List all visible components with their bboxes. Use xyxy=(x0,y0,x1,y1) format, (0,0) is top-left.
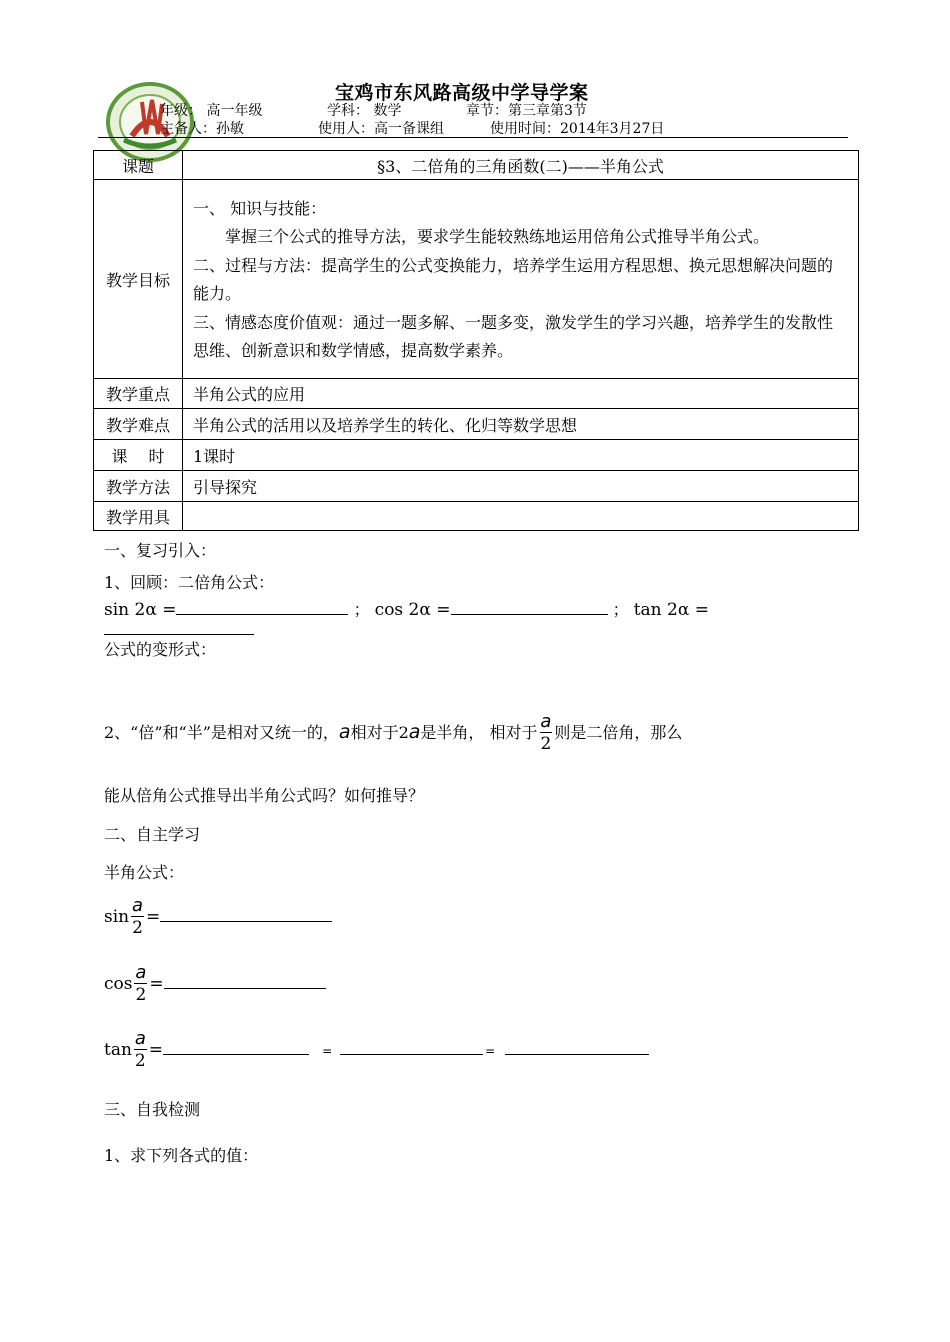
section-self-check: 三、自我检测 xyxy=(104,1100,201,1119)
equals-sign: = xyxy=(145,907,161,927)
q2-text-c: 是半角， 相对于 xyxy=(420,723,538,742)
subject-label: 学科： 数学 xyxy=(327,103,402,119)
half-sin-row xyxy=(104,896,332,939)
tan2a-label: tan 2α = xyxy=(633,600,709,620)
method-value: 引导探究 xyxy=(183,471,859,502)
header-rule xyxy=(98,137,848,138)
cos2a-label: cos 2α = xyxy=(374,600,451,620)
equals-sign: = xyxy=(322,1044,333,1058)
author-label: 主备人：孙敏 xyxy=(160,121,244,137)
half-alpha-fraction xyxy=(131,896,144,939)
question-2-line-2: 能从倍角公式推导出半角公式吗？如何推导？ xyxy=(104,786,425,805)
review-question-1: 1、回顾：二倍角公式： xyxy=(104,573,275,592)
fraction-numerator: a xyxy=(132,895,144,916)
method-label: 教学方法 xyxy=(94,471,183,502)
q2-text-b: 相对于2 xyxy=(350,723,409,742)
date-label: 使用时间：2014年3月27日 xyxy=(490,121,665,137)
difficulty-value: 半角公式的活用以及培养学生的转化、化归等数学思想 xyxy=(183,409,859,440)
goal-3: 三、情感态度价值观：通过一题多解、一题多变，激发学生的学习兴趣，培养学生的发散性思维、创新意识和数学情感，提高数学素养。 xyxy=(193,312,834,360)
cos-label: cos xyxy=(104,974,133,994)
half-tan-blank-3 xyxy=(505,1054,649,1055)
section-review: 一、复习引入： xyxy=(104,541,217,560)
half-angle-title: 半角公式： xyxy=(104,863,185,882)
half-alpha-fraction xyxy=(134,963,147,1006)
fraction-denominator: 2 xyxy=(134,1051,146,1071)
separator: ； xyxy=(353,600,370,619)
fraction-denominator: 2 xyxy=(135,985,147,1005)
table-row xyxy=(94,379,859,409)
half-cos-row xyxy=(104,963,326,1006)
topic-label: 课题 xyxy=(94,151,183,180)
equals-sign: = xyxy=(148,1040,163,1060)
goal-1-body: 掌握三个公式的推导方法，要求学生能较熟练地运用倍角公式推导半角公式。 xyxy=(225,227,770,246)
chapter-label: 章节：第三章第3节 xyxy=(466,103,587,119)
alpha-symbol: a xyxy=(338,721,351,743)
half-tan-blank-2 xyxy=(340,1054,483,1055)
equals-sign: = xyxy=(149,974,164,994)
fraction-numerator: a xyxy=(134,1028,146,1049)
separator: ； xyxy=(612,600,629,619)
half-cos-blank xyxy=(164,988,326,989)
cos2a-blank xyxy=(451,614,608,615)
half-alpha-fraction xyxy=(540,712,553,755)
sin2a-blank xyxy=(176,614,348,615)
equals-sign: = xyxy=(485,1044,496,1058)
table-row xyxy=(94,471,859,502)
tools-value xyxy=(183,502,859,531)
question-2-line-1 xyxy=(104,712,682,755)
double-angle-row xyxy=(104,597,849,639)
goal-1-title: 一、 知识与技能： xyxy=(193,198,327,218)
lesson-info-table xyxy=(93,150,859,531)
table-row xyxy=(94,409,859,440)
half-sin-blank xyxy=(160,921,332,922)
tools-label: 教学用具 xyxy=(94,502,183,531)
half-alpha-fraction xyxy=(134,1029,147,1072)
difficulty-label: 教学难点 xyxy=(94,409,183,440)
hours-value: 1课时 xyxy=(183,440,859,471)
sin-label: sin xyxy=(104,907,130,927)
goal-2: 二、过程与方法：提高学生的公式变换能力，培养学生运用方程思想、换元思想解决问题的能力。 xyxy=(193,255,834,303)
goal-label: 教学目标 xyxy=(94,180,183,379)
table-row xyxy=(94,180,859,379)
table-row xyxy=(94,440,859,471)
fraction-numerator: a xyxy=(540,711,552,732)
half-tan-row xyxy=(104,1029,649,1072)
section-self-study: 二、自主学习 xyxy=(104,825,201,844)
fraction-numerator: a xyxy=(135,962,147,983)
user-label: 使用人：高一备课组 xyxy=(318,121,444,137)
fraction-denominator: 2 xyxy=(132,918,143,938)
variant-label: 公式的变形式： xyxy=(104,640,217,659)
grade-label: 年级： 高一年级 xyxy=(160,103,263,119)
tan2a-blank xyxy=(104,634,254,635)
page-title: 宝鸡市东风路高级中学导学案 xyxy=(335,82,589,104)
hours-label: 课 时 xyxy=(94,440,183,471)
topic-value: §3、二倍角的三角函数(二)——半角公式 xyxy=(183,151,859,180)
goal-cell xyxy=(183,180,859,379)
fraction-denominator: 2 xyxy=(540,734,552,754)
key-value: 半角公式的应用 xyxy=(183,379,859,409)
alpha-symbol: a xyxy=(408,721,421,743)
q2-text-a: 2、“倍”和“半”是相对又统一的， xyxy=(104,723,339,742)
sin2a-label: sin 2α = xyxy=(104,600,177,620)
tan-label: tan xyxy=(104,1040,132,1060)
key-label: 教学重点 xyxy=(94,379,183,409)
self-check-question-1: 1、求下列各式的值： xyxy=(104,1146,259,1165)
table-row xyxy=(94,502,859,531)
table-row xyxy=(94,151,859,180)
q2-text-d: 则是二倍角，那么 xyxy=(554,723,683,742)
half-tan-blank-1 xyxy=(163,1054,309,1055)
